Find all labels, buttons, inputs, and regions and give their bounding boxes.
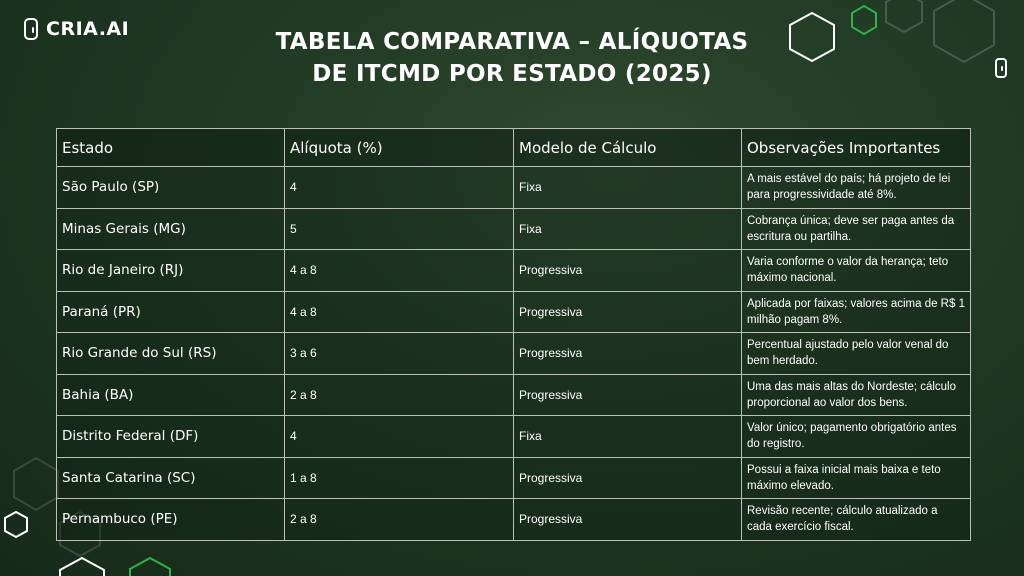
cell-estado: Distrito Federal (DF) [57, 416, 285, 458]
brand-name: CRIA.AI [46, 18, 130, 40]
cell-aliquota: 4 [285, 416, 514, 458]
page-title [0, 26, 1024, 90]
hexagon-outline-white [60, 558, 104, 576]
page-title-line-1: TABELA COMPARATIVA – ALÍQUOTAS [275, 29, 749, 55]
cell-observacoes: Valor único; pagamento obrigatório antes do registro. [742, 416, 971, 458]
cell-estado: Minas Gerais (MG) [57, 208, 285, 250]
cell-modelo: Fixa [514, 416, 742, 458]
table-row [57, 457, 971, 499]
cell-modelo: Fixa [514, 167, 742, 209]
cell-estado: Bahia (BA) [57, 374, 285, 416]
cell-estado: Pernambuco (PE) [57, 499, 285, 541]
header-modelo: Modelo de Cálculo [514, 129, 742, 167]
cell-estado: Rio de Janeiro (RJ) [57, 250, 285, 292]
cell-modelo: Progressiva [514, 457, 742, 499]
cell-aliquota: 2 a 8 [285, 499, 514, 541]
cell-modelo: Progressiva [514, 250, 742, 292]
table-row [57, 208, 971, 250]
hexagon-outline-white [5, 512, 27, 537]
cell-aliquota: 4 a 8 [285, 291, 514, 333]
table-row [57, 499, 971, 541]
table-row [57, 250, 971, 292]
table-row [57, 333, 971, 375]
header-observacoes: Observações Importantes [742, 129, 971, 167]
cell-modelo: Progressiva [514, 499, 742, 541]
cell-aliquota: 5 [285, 208, 514, 250]
cell-observacoes: Cobrança única; deve ser paga antes da escritura ou partilha. [742, 208, 971, 250]
cell-aliquota: 4 a 8 [285, 250, 514, 292]
hexagon-outline-green [130, 558, 170, 576]
cell-observacoes: Varia conforme o valor da herança; teto máximo nacional. [742, 250, 971, 292]
cell-modelo: Progressiva [514, 291, 742, 333]
itcmd-table [56, 128, 971, 541]
cell-modelo: Fixa [514, 208, 742, 250]
header-estado: Estado [57, 129, 285, 167]
table-row [57, 167, 971, 209]
cell-estado: Paraná (PR) [57, 291, 285, 333]
header-aliquota: Alíquota (%) [285, 129, 514, 167]
cell-aliquota: 1 a 8 [285, 457, 514, 499]
cell-observacoes: Uma das mais altas do Nordeste; cálculo proporcional ao valor dos bens. [742, 374, 971, 416]
cell-estado: São Paulo (SP) [57, 167, 285, 209]
cell-observacoes: Percentual ajustado pelo valor venal do bem herdado. [742, 333, 971, 375]
cell-observacoes: A mais estável do país; há projeto de lei para progressividade até 8%. [742, 167, 971, 209]
table-row [57, 374, 971, 416]
cell-modelo: Progressiva [514, 374, 742, 416]
table-row [57, 291, 971, 333]
cell-observacoes: Aplicada por faixas; valores acima de R$ 1 milhão pagam 8%. [742, 291, 971, 333]
cell-aliquota: 3 a 6 [285, 333, 514, 375]
cell-observacoes: Possui a faixa inicial mais baixa e teto máximo elevado. [742, 457, 971, 499]
page-title-line-2: DE ITCMD POR ESTADO (2025) [312, 61, 712, 87]
cell-observacoes: Revisão recente; cálculo atualizado a cada exercício fiscal. [742, 499, 971, 541]
cell-modelo: Progressiva [514, 333, 742, 375]
cell-estado: Santa Catarina (SC) [57, 457, 285, 499]
table-row [57, 416, 971, 458]
table-header-row [57, 129, 971, 167]
cell-estado: Rio Grande do Sul (RS) [57, 333, 285, 375]
cell-aliquota: 2 a 8 [285, 374, 514, 416]
hexagon-outline-dark [14, 458, 58, 510]
cell-aliquota: 4 [285, 167, 514, 209]
